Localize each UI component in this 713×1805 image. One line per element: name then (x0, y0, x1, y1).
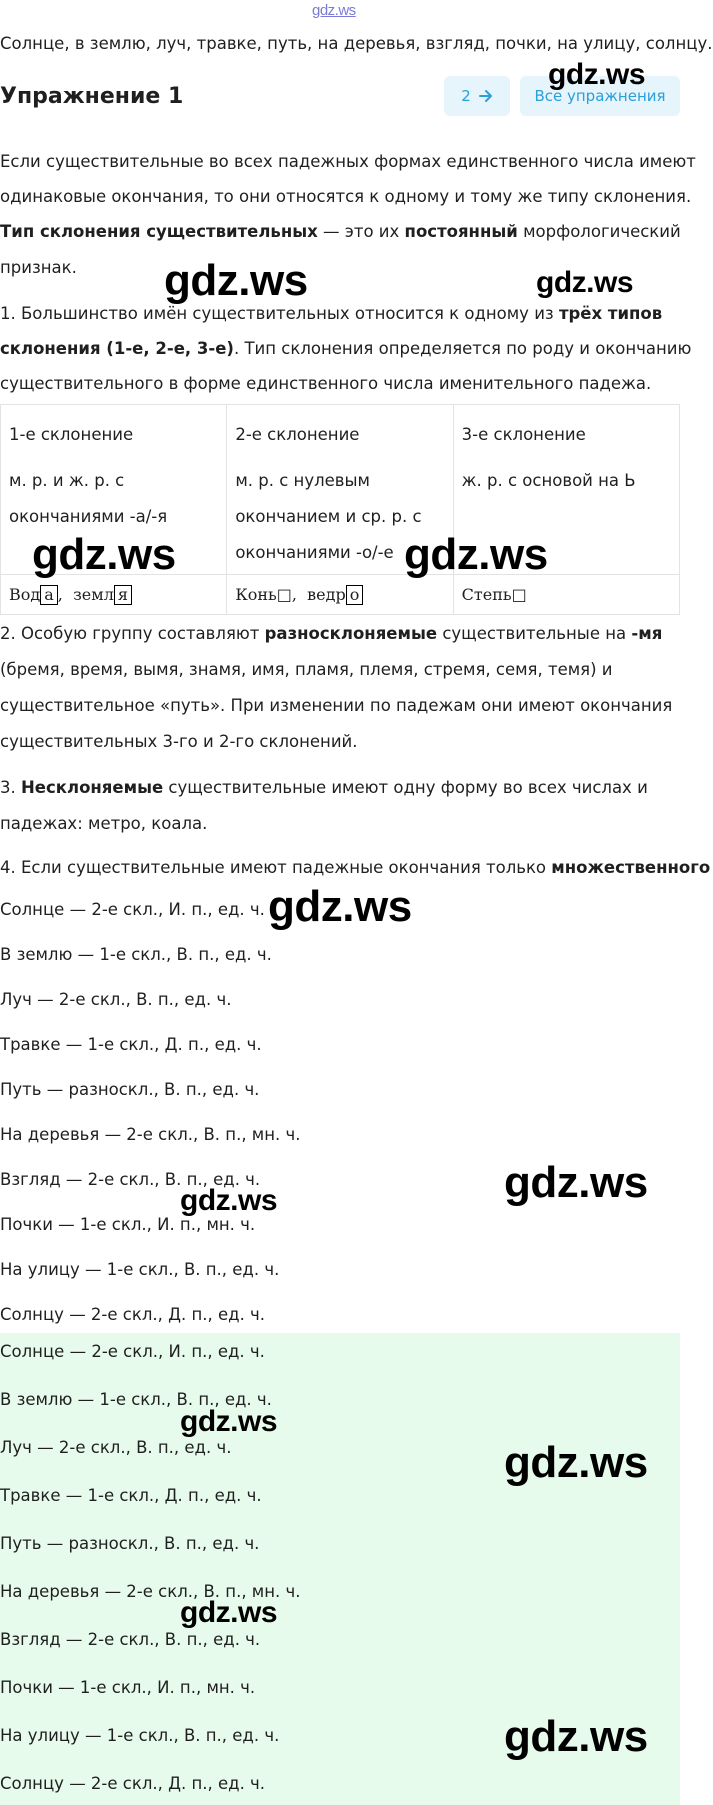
list-item: Луч — 2-е скл., В. п., ед. ч. (0, 990, 232, 1009)
list-item: Травке — 1-е скл., Д. п., ед. ч. (0, 1035, 262, 1054)
ending-box: о (346, 585, 364, 605)
theory-p3-line2 (0, 339, 691, 359)
theory-text: 4. Если существительные имеют падежные окончания только (0, 858, 552, 877)
column-header: 1-е склонение (9, 425, 134, 444)
theory-p4-line3: существительное «путь». При изменении по падежам они имеют окончания (0, 696, 673, 715)
list-item: Травке — 1-е скл., Д. п., ед. ч. (0, 1486, 262, 1505)
list-item: На улицу — 1-е скл., В. п., ед. ч. (0, 1726, 280, 1745)
example-stem: ведр (307, 584, 346, 604)
ending-empty: □ (276, 584, 292, 604)
next-exercise-button[interactable] (444, 76, 510, 116)
theory-p2-line2: признак. (0, 258, 77, 277)
list-item: Солнце — 2-е скл., И. п., ед. ч. (0, 1342, 265, 1361)
watermark: gdz.ws (504, 1712, 648, 1761)
ending-empty: □ (511, 584, 527, 604)
example-sep: , (291, 584, 308, 604)
task-words: Солнце, в землю, луч, травке, путь, на деревья, взгляд, почки, на улицу, солнцу. (0, 34, 713, 53)
watermark: gdz.ws (504, 1158, 648, 1207)
theory-text: 2. Особую группу составляют (0, 624, 265, 643)
theory-p1-line2: одинаковые окончания, то они относятся к одному и тому же типу склонения. (0, 187, 692, 206)
theory-text: 1. Большинство имён существительных относится к одному из (0, 304, 559, 323)
theory-term: Тип склонения существительных (0, 222, 318, 241)
declension-table (0, 404, 680, 615)
theory-text: существительные на (437, 624, 632, 643)
theory-p6-line1 (0, 858, 710, 878)
list-item: Путь — разноскл., В. п., ед. ч. (0, 1534, 260, 1553)
theory-p4-line1 (0, 624, 662, 644)
list-item: Солнцу — 2-е скл., Д. п., ед. ч. (0, 1305, 266, 1324)
theory-term: постоянный (404, 222, 518, 241)
ending-box: я (114, 585, 132, 605)
list-item: В землю — 1-е скл., В. п., ед. ч. (0, 1390, 272, 1409)
theory-p3-line1 (0, 304, 662, 324)
theory-term: разносклоняемые (264, 624, 438, 643)
watermark: gdz.ws (164, 256, 308, 305)
list-item: В землю — 1-е скл., В. п., ед. ч. (0, 945, 272, 964)
watermark: gdz.ws (180, 1596, 278, 1629)
theory-p4-line2: (бремя, время, вымя, знамя, имя, пламя, племя, стремя, семя, темя) и (0, 660, 613, 679)
theory-p2-line1 (0, 222, 681, 242)
watermark: gdz.ws (504, 1438, 648, 1487)
list-item: Солнцу — 2-е скл., Д. п., ед. ч. (0, 1774, 266, 1793)
list-item: На улицу — 1-е скл., В. п., ед. ч. (0, 1260, 280, 1279)
exercise-title: Упражнение 1 (0, 84, 184, 109)
cell-desc: окончанием и ср. р. с (235, 507, 422, 526)
example-cell (453, 575, 679, 615)
list-item: Путь — разноскл., В. п., ед. ч. (0, 1080, 260, 1099)
cell-desc: м. р. и ж. р. с (9, 471, 125, 490)
theory-p3-line3: существительного в форме единственного числа именительного падежа. (0, 374, 652, 393)
example-sep: , (57, 584, 74, 604)
list-item: Почки — 1-е скл., И. п., мн. ч. (0, 1678, 256, 1697)
cell-desc: м. р. с нулевым (235, 471, 370, 490)
watermark: gdz.ws (404, 530, 548, 579)
watermark: gdz.ws (536, 266, 634, 299)
example-cell (1, 575, 227, 615)
theory-text: морфологический (517, 222, 681, 241)
theory-p4-line4: существительных 3-го и 2-го склонений. (0, 732, 358, 751)
theory-text: . Тип склонения определяется по роду и окончанию (233, 339, 692, 358)
cell-desc: окончаниями -о/-е (235, 543, 394, 562)
watermark: gdz.ws (548, 58, 646, 91)
theory-text: — это их (317, 222, 405, 241)
example-cell (227, 575, 453, 615)
theory-term: множественного (551, 858, 711, 877)
list-item: Солнце — 2-е скл., И. п., ед. ч. (0, 900, 265, 919)
theory-p1-line1: Если существительные во всех падежных формах единственного числа имеют (0, 152, 696, 171)
next-exercise-label: 2 (461, 87, 471, 105)
watermark-link[interactable]: gdz.ws (312, 2, 356, 19)
theory-text: существительные имеют одну форму во всех числах и (163, 778, 648, 797)
list-item: На деревья — 2-е скл., В. п., мн. ч. (0, 1125, 301, 1144)
watermark: gdz.ws (268, 882, 412, 931)
list-item: На деревья — 2-е скл., В. п., мн. ч. (0, 1582, 301, 1601)
watermark: gdz.ws (32, 530, 176, 579)
example-stem: земл (73, 584, 114, 604)
theory-term: -мя (631, 624, 663, 643)
example-stem: Конь (235, 584, 277, 604)
theory-term: склонения (1-е, 2-е, 3-е) (0, 339, 234, 358)
theory-p5-line1 (0, 778, 648, 798)
list-item: Луч — 2-е скл., В. п., ед. ч. (0, 1438, 232, 1457)
list-item: Взгляд — 2-е скл., В. п., ед. ч. (0, 1170, 261, 1189)
ending-box: а (40, 585, 58, 605)
column-header: 3-е склонение (461, 425, 586, 444)
theory-term: Несклоняемые (21, 778, 164, 797)
example-stem: Вод (9, 584, 41, 604)
example-stem: Степь (461, 584, 512, 604)
table-row (1, 575, 680, 615)
cell-desc: ж. р. с основой на Ь (461, 471, 636, 490)
watermark: gdz.ws (180, 1405, 278, 1438)
list-item: Почки — 1-е скл., И. п., мн. ч. (0, 1215, 256, 1234)
arrow-right-icon (479, 90, 493, 102)
theory-text: 3. (0, 778, 21, 797)
theory-p5-line2: падежах: метро, коала. (0, 814, 208, 833)
cell-desc: окончаниями -а/-я (9, 507, 168, 526)
list-item: Взгляд — 2-е скл., В. п., ед. ч. (0, 1630, 261, 1649)
column-header: 2-е склонение (235, 425, 360, 444)
theory-term: трёх типов (558, 304, 663, 323)
watermark: gdz.ws (180, 1184, 278, 1217)
all-exercises-label: Все упражнения (534, 87, 666, 105)
